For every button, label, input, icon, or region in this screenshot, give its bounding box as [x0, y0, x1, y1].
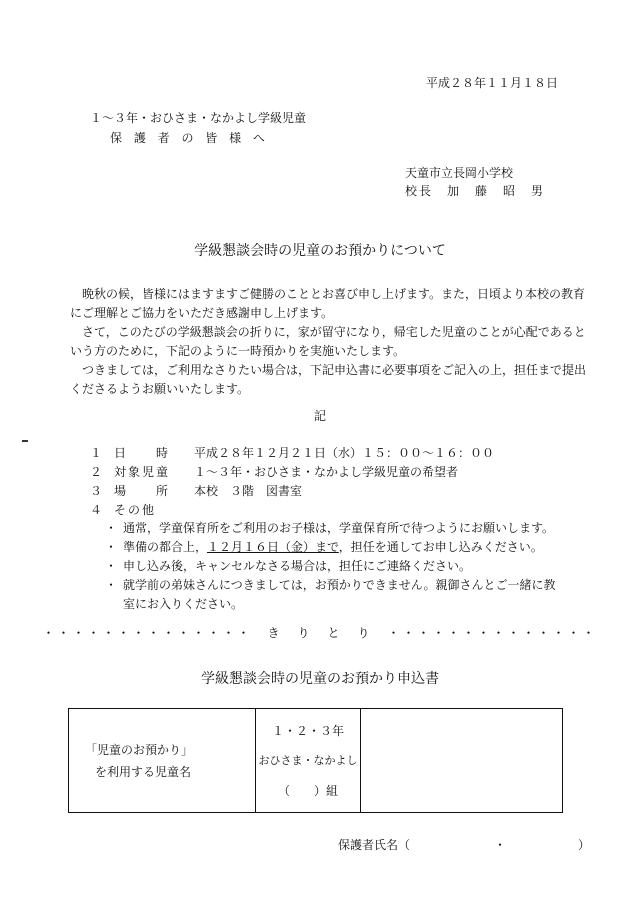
form-title: 学級懇談会時の児童のお預かり申込書	[201, 671, 439, 687]
detail-value: 平成２８年１２月２１日（水）１５：００～１６：００	[194, 446, 495, 460]
form-label-line1: 「児童のお預かり」	[85, 742, 194, 757]
sender-school: 天童市立長岡小学校	[405, 166, 514, 180]
detail-item	[90, 501, 590, 520]
class-options: おひさま・なかよし	[258, 754, 358, 768]
bullet-dot: ・	[105, 521, 118, 535]
margin-mark	[22, 440, 28, 442]
bullet-dot: ・	[105, 559, 118, 573]
note-item	[105, 538, 565, 557]
sender-principal: 校長 加 藤 昭 男	[405, 184, 546, 198]
bullet-dot: ・	[105, 578, 118, 592]
detail-number: ４	[90, 503, 103, 517]
note-item	[105, 557, 565, 576]
note-text-pre: 準備の都合上，	[123, 540, 208, 554]
detail-number: ２	[90, 465, 103, 479]
detail-number: １	[90, 446, 103, 460]
form-label-cell	[69, 709, 256, 812]
detail-label: 場 所	[114, 484, 171, 498]
application-form-table	[68, 708, 563, 813]
guardian-name-field[interactable]: 保護者氏名（ ・ ）	[338, 838, 591, 852]
notes-list	[105, 519, 565, 614]
note-text-post: ，担任を通してお申し込みください。	[338, 540, 543, 554]
addressee-line2: 保 護 者 の 皆 様 へ	[110, 131, 269, 145]
cut-line: ・・・・・・・・・・・・・・ き り と り ・・・・・・・・・・・・・・	[42, 626, 598, 640]
detail-label: その他	[114, 503, 157, 517]
detail-label: 対象児童	[114, 465, 171, 479]
grade-options: １・２・３年	[271, 723, 344, 738]
detail-item	[90, 482, 590, 501]
note-text: 申し込み後，キャンセルなさる場合は，担任にご連絡ください。	[123, 559, 472, 573]
note-item	[105, 519, 565, 538]
detail-item	[90, 444, 590, 463]
note-text	[123, 538, 543, 557]
kumi-field[interactable]: （ ）組	[277, 784, 338, 799]
deadline-underlined: １２月１６日（金）まで	[207, 540, 339, 554]
note-text: 通常，学童保育所をご利用のお子様は，学童保育所で待つようにお願いします。	[123, 521, 555, 535]
paragraph-purpose: さて，このたびの学級懇談会の折りに，家が留守になり，帰宅した児童のことが心配であるという方のために，下記のように一時預かりを実施いたします。	[70, 325, 586, 358]
note-text: 就学前の弟妹さんにつきましては，お預かりできません。親御さんとご一緒に教室にお入りください。	[123, 578, 556, 611]
detail-value: 本校 ３階 図書室	[194, 484, 303, 498]
document-title: 学級懇談会時の児童のお預かりについて	[194, 243, 446, 259]
form-class-cell	[256, 709, 361, 812]
detail-item	[90, 463, 590, 482]
detail-value: １～３年・おひさま・なかよし学級児童の希望者	[194, 465, 459, 479]
paragraph-request: つきましては，ご利用なさりたい場合は，下記申込書に必要事項をご記入の上，担任まで提出くださるようお願いいたします。	[70, 363, 587, 396]
child-name-field[interactable]	[361, 709, 562, 812]
addressee-line1: １～３年・おひさま・なかよし学級児童	[90, 111, 307, 125]
ki-heading: 記	[313, 409, 326, 423]
note-item	[105, 576, 565, 614]
detail-number: ３	[90, 484, 103, 498]
detail-label: 日 時	[114, 446, 171, 460]
details-list	[90, 444, 590, 520]
paragraph-greeting: 晩秋の候，皆様にはますますご健勝のこととお喜び申し上げます。また，日頃より本校の教育にご理解とご協力をいただき感謝申し上げます。	[70, 287, 586, 320]
document-date: 平成２８年１１月１８日	[426, 76, 559, 90]
bullet-dot: ・	[105, 540, 118, 554]
form-label-line2: を利用する児童名	[95, 764, 192, 779]
